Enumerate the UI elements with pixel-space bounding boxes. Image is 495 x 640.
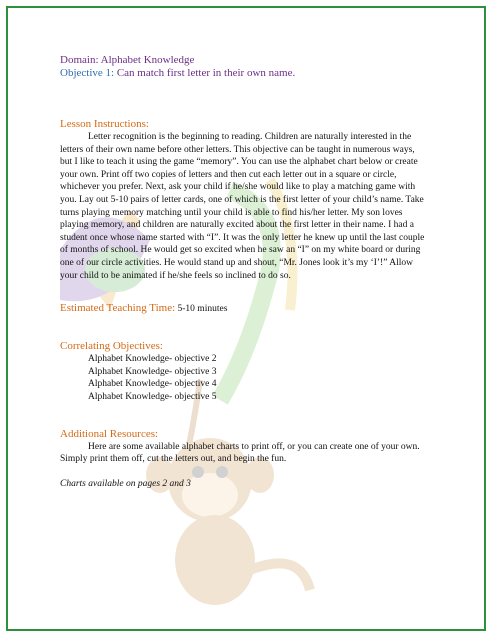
lesson-instructions-text xyxy=(60,131,445,282)
charts-note: Charts available on pages 2 and 3 xyxy=(60,478,191,489)
lesson-line: letters of their own name before other letters. This objective can be taught in numerous ways, xyxy=(60,144,415,155)
lesson-line: of months of school. He would get so excited when he saw an “I” on my white board or during xyxy=(60,245,421,256)
resources-line: Simply print them off, cut the letters out, and begin the fun. xyxy=(60,454,287,465)
correlating-objectives-heading: Correlating Objectives: xyxy=(60,340,163,353)
lesson-line: your own. Print off two copies of letters and then cut each letter out in a square or circle, xyxy=(60,169,397,180)
resources-line: Here are some available alphabet charts to print off, or you can create one of your own. xyxy=(88,441,420,452)
lesson-line: Letter recognition is the beginning to reading. Children are naturally interested in the xyxy=(88,132,412,142)
objective-text: Can match first letter in their own name. xyxy=(114,67,296,79)
lesson-instructions-heading: Lesson Instructions: xyxy=(60,118,149,130)
list-item: Alphabet Knowledge- objective 2 xyxy=(88,354,217,365)
list-item: Alphabet Knowledge- objective 5 xyxy=(88,391,217,402)
list-item: Alphabet Knowledge- objective 4 xyxy=(88,379,217,390)
lesson-line: whichever you prefer. Next, ask your child if he/she would like to play a matching game with xyxy=(60,182,416,193)
objective-line xyxy=(60,67,445,80)
lesson-line: your child to be animated if he/she feels so inclined to do so. xyxy=(60,270,291,281)
lesson-line: student once whose name started with “I”. It was the only letter he knew up until the last couple xyxy=(60,232,425,243)
domain-title: Domain: Alphabet Knowledge xyxy=(60,54,195,66)
lesson-line: turns playing memory matching until your child is able to find his/her letter. My son loves xyxy=(60,207,403,218)
teaching-time-value: 5-10 minutes xyxy=(175,304,228,315)
teaching-time-heading: Estimated Teaching Time: xyxy=(60,302,176,315)
list-item: Alphabet Knowledge- objective 3 xyxy=(88,366,217,377)
lesson-line: you. Lay out 5-10 pairs of letter cards, one of which is the first letter of your child’s name. Take xyxy=(60,194,424,205)
additional-resources-heading: Additional Resources: xyxy=(60,427,159,440)
teaching-time-line xyxy=(60,302,445,316)
lesson-line: one of our circle activities. He would stand up and shout, “Mr. Jones look it’s my ‘I’!” Allow xyxy=(60,257,414,268)
document-body xyxy=(60,54,445,490)
objective-label: Objective 1: xyxy=(60,67,115,79)
lesson-line: playing memory, and children are naturally excited about the first letter in their name. I had a xyxy=(60,220,414,231)
correlating-objectives-list xyxy=(60,353,445,403)
lesson-line: but I like to teach it using the game “memory”. You can use the alphabet chart below or create xyxy=(60,157,418,168)
